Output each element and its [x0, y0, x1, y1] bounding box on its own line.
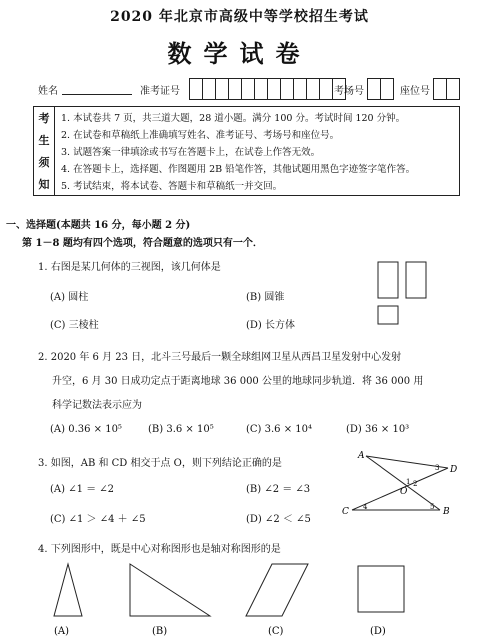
q4-stem: 4. 下列图形中，既是中心对称图形也是轴对称图形的是: [38, 544, 281, 555]
exam-id-boxes[interactable]: [190, 78, 346, 98]
notice-items: [55, 107, 459, 195]
room-label: 考场号: [334, 86, 364, 97]
q1-option-b: (B) 圆锥: [246, 292, 285, 303]
notice-heading: 考 生 须 知: [34, 107, 55, 195]
notice-item: 1. 本试卷共 7 页，共三道大题，28 道小题。满分 100 分。考试时间 120 分钟。: [61, 113, 406, 125]
side-view-rect: [406, 262, 426, 298]
q2-stem-line: 科学记数法表示应为: [52, 400, 142, 411]
q1-option-d: (D) 长方体: [246, 320, 295, 331]
label-angle-2: 2: [413, 480, 418, 488]
label-point-o: O: [400, 487, 408, 497]
label-point-c: C: [342, 507, 349, 517]
label-angle-5: 5: [430, 503, 435, 511]
q4-label-d: (D): [370, 626, 386, 637]
q2-option-a: (A) 0.36 × 10⁵: [50, 424, 122, 435]
right-triangle-shape: [130, 564, 210, 616]
q2-option-d: (D) 36 × 10³: [346, 424, 410, 435]
exam-id-label: 准考证号: [140, 86, 180, 97]
q3-option-d: (D) ∠2 ＜ ∠5: [246, 514, 311, 525]
label-angle-3: 3: [435, 464, 440, 472]
notice-item: 5. 考试结束，将本试卷、答题卡和草稿纸一并交回。: [61, 180, 283, 192]
three-view-figure: [370, 256, 450, 328]
exam-title: 2020 年北京市高级中等学校招生考试: [110, 9, 369, 25]
parallelogram-shape: [246, 564, 308, 616]
q1-option-a: (A) 圆柱: [50, 292, 89, 303]
q3-option-b: (B) ∠2 ＝ ∠3: [246, 484, 311, 495]
section-instruction: 第 1－8 题均有四个选项，符合题意的选项只有一个．: [22, 238, 263, 249]
notice-box: [33, 106, 460, 196]
q4-label-c: (C): [268, 626, 284, 637]
section-heading: 一、选择题(本题共 16 分，每小题 2 分): [6, 220, 191, 231]
label-point-a: A: [358, 451, 365, 461]
q1-stem: 1. 右图是某几何体的三视图，该几何体是: [38, 262, 221, 273]
info-row: [0, 78, 479, 100]
q1-option-c: (C) 三棱柱: [50, 320, 99, 331]
q3-stem: 3. 如图，AB 和 CD 相交于点 O，则下列结论正确的是: [38, 458, 282, 469]
label-angle-4: 4: [363, 503, 368, 511]
q4-figures: [40, 560, 460, 638]
isosceles-triangle-shape: [54, 564, 82, 616]
segment-ab: [366, 456, 440, 510]
seat-boxes[interactable]: [434, 78, 460, 98]
label-point-b: B: [443, 507, 450, 517]
room-boxes[interactable]: [368, 78, 394, 98]
q3-option-a: (A) ∠1 ＝ ∠2: [50, 484, 115, 495]
exam-subtitle: 数学试卷: [167, 39, 312, 68]
q2-stem-line: 升空，6 月 30 日成功定点于距离地球 36 000 公里的地球同步轨道．将 36 000 用: [52, 376, 424, 387]
name-field[interactable]: [62, 94, 132, 95]
label-point-d: D: [450, 465, 458, 475]
q3-option-c: (C) ∠1 ＞ ∠4 ＋ ∠5: [50, 514, 146, 525]
q2-stem-line: 2. 2020 年 6 月 23 日，北斗三号最后一颗全球组网卫星从西昌卫星发射中心发射: [38, 352, 402, 363]
name-label: 姓名: [38, 86, 58, 97]
q4-label-b: (B): [152, 626, 168, 637]
notice-item: 4. 在答题卡上，选择题、作图题用 2B 铅笔作答，其他试题用黑色字迹签字笔作答。: [61, 163, 416, 175]
notice-item: 2. 在试卷和草稿纸上准确填写姓名、准考证号、考场号和座位号。: [61, 130, 340, 142]
q2-option-c: (C) 3.6 × 10⁴: [246, 424, 313, 435]
square-shape: [358, 566, 404, 612]
seat-label: 座位号: [400, 86, 430, 97]
label-angle-1: 1: [406, 478, 411, 486]
top-view-rect: [378, 306, 398, 324]
q4-label-a: (A): [54, 626, 70, 637]
intersecting-lines-figure: [338, 448, 462, 520]
q2-option-b: (B) 3.6 × 10⁵: [148, 424, 214, 435]
notice-item: 3. 试题答案一律填涂或书写在答题卡上，在试卷上作答无效。: [61, 146, 321, 158]
front-view-rect: [378, 262, 398, 298]
